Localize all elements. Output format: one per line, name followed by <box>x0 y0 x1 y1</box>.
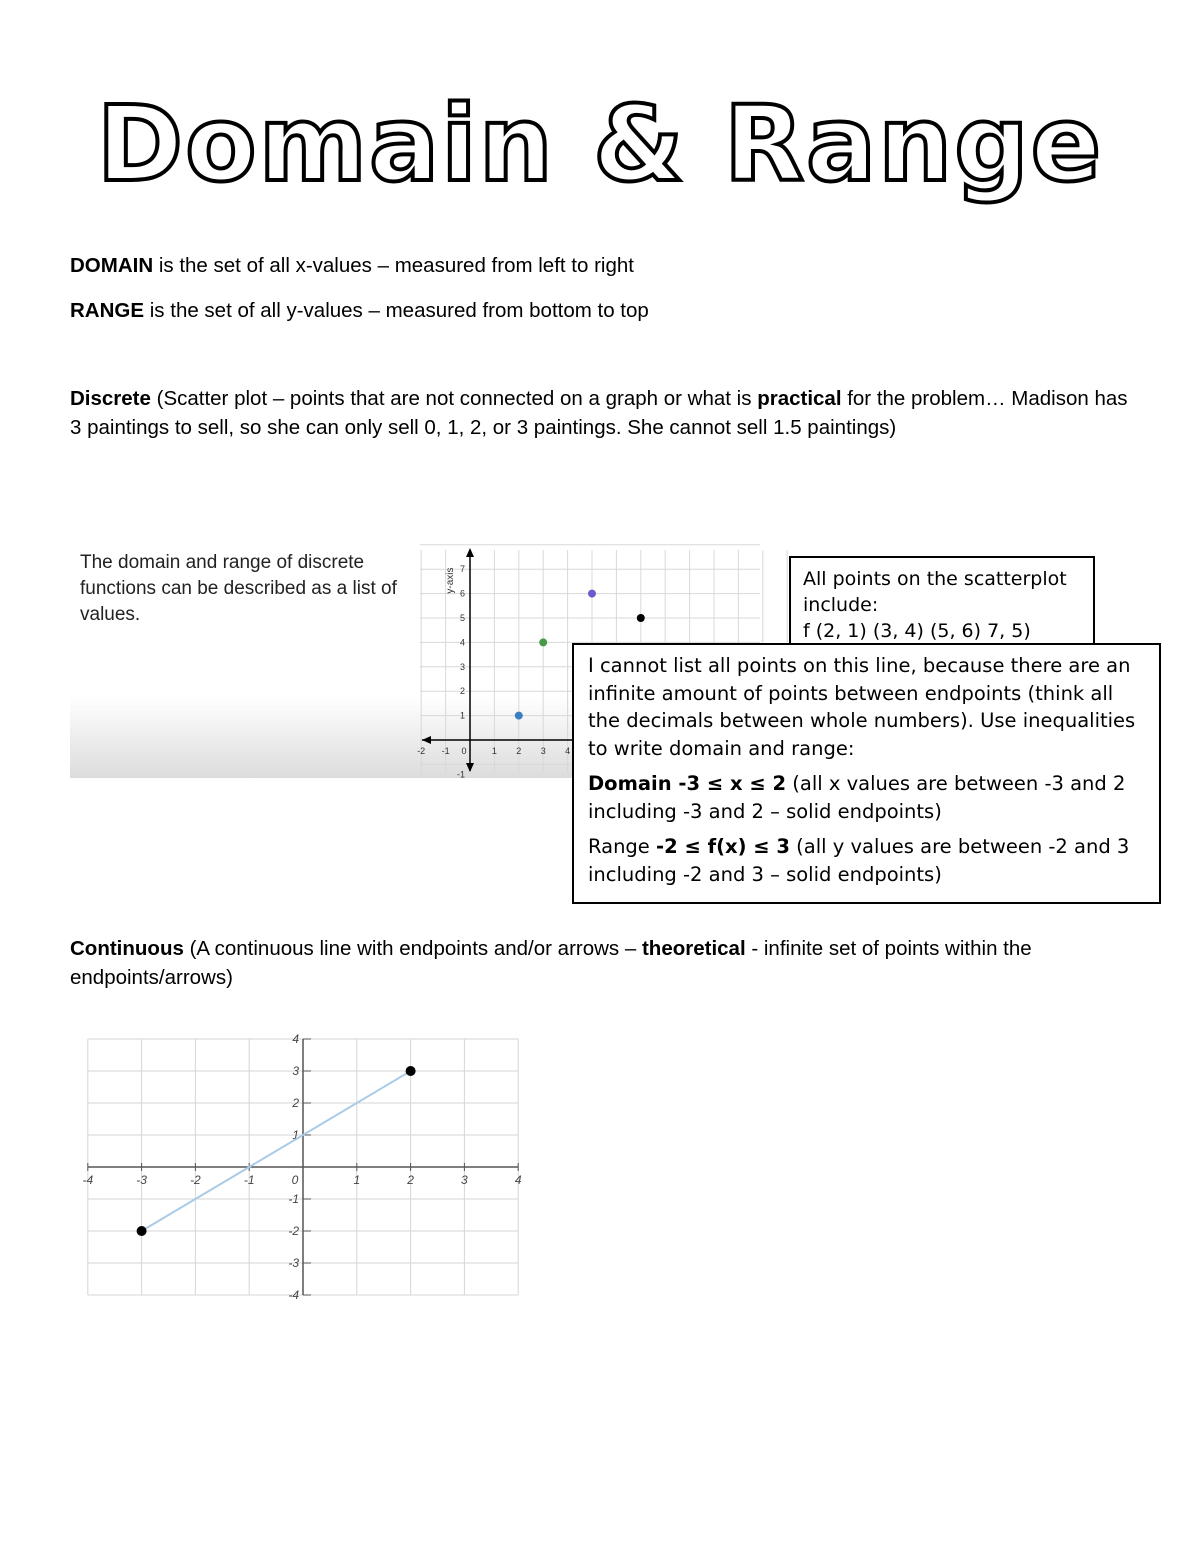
x-tick-label: -1 <box>243 1173 255 1187</box>
y-tick-label: 2 <box>459 686 465 697</box>
y-tick-label: -4 <box>288 1288 299 1302</box>
range-text: is the set of all y-values – measured from bottom to top <box>144 299 649 322</box>
x-tick-label: -3 <box>136 1173 147 1187</box>
discrete-bold: practical <box>757 387 842 410</box>
discrete-text-1: (Scatter plot – points that are not connected on a graph or what is <box>150 387 758 410</box>
y-tick-label: 3 <box>292 1064 299 1078</box>
discrete-paragraph <box>70 384 1140 442</box>
x-tick-label: 4 <box>514 1173 522 1187</box>
y-tick-label: 4 <box>459 637 465 648</box>
y-tick-label: -2 <box>288 1224 299 1238</box>
continuous-bold: theoretical <box>641 937 746 960</box>
x-tick-label: -1 <box>441 746 450 756</box>
range-inequality-value: -2 ≤ f(x) ≤ 3 <box>656 835 790 858</box>
x-tick-label: 2 <box>407 1173 414 1187</box>
x-tick-label: 4 <box>565 746 571 756</box>
points-list-text: All points on the scatterplot include: <box>803 568 1067 616</box>
y-tick-label: 3 <box>459 661 465 672</box>
x-tick-label: 1 <box>353 1173 361 1187</box>
line-endpoint <box>406 1066 416 1076</box>
continuous-intro: I cannot list all points on this line, because there are an infinite amount of points between endpoints (think all the decimals between whole numbers). Use inequalities to write domain and range: <box>588 654 1136 760</box>
range-inequality-text: (all y values are between -2 and 3 including -2 and 3 – solid endpoints) <box>588 835 1130 886</box>
y-tick-label: 7 <box>459 564 465 575</box>
y-tick-label: 1 <box>459 710 465 721</box>
continuous-text-1: (A continuous line with endpoints and/or arrows – <box>183 937 642 960</box>
domain-term: DOMAIN <box>70 254 154 277</box>
continuous-paragraph <box>70 934 1140 992</box>
x-tick-label: 3 <box>461 1173 468 1187</box>
range-inequality-label: Range <box>588 835 657 858</box>
continuous-line-graph <box>70 1020 530 1302</box>
y-tick-label: -1 <box>288 1192 299 1206</box>
continuous-text-2: - infinite set of points within the endpoints/arrows) <box>70 937 1032 989</box>
y-tick-label: -1 <box>456 769 465 780</box>
scatter-point <box>539 638 547 646</box>
scatter-point <box>637 614 645 622</box>
x-axis-arrow-icon <box>422 736 431 744</box>
scatter-point <box>515 712 523 720</box>
points-list-partial: f (2, 1) (3, 4) (5, 6) 7, 5) <box>803 620 1031 642</box>
x-tick-label: -2 <box>190 1173 201 1187</box>
range-definition <box>70 296 1140 325</box>
x-tick-label: 0 <box>291 1173 299 1187</box>
line-endpoint <box>137 1226 147 1236</box>
domain-inequality <box>588 770 1145 825</box>
y-tick-label: 1 <box>292 1128 299 1142</box>
y-tick-label: -3 <box>288 1256 299 1270</box>
y-axis-arrow-icon <box>466 548 474 557</box>
page-title: Domain & Range <box>96 83 1104 205</box>
x-tick-label: -4 <box>82 1173 94 1187</box>
range-term: RANGE <box>70 299 145 322</box>
scatter-point <box>588 590 596 598</box>
y-tick-label: 2 <box>292 1096 299 1110</box>
domain-inequality-text: (all x values are between -3 and 2 including -3 and 2 – solid endpoints) <box>588 772 1126 823</box>
x-tick-label: 0 <box>461 746 467 756</box>
continuous-term: Continuous <box>70 937 184 960</box>
y-tick-label: 6 <box>459 588 465 599</box>
x-tick-label: 1 <box>491 746 497 756</box>
points-list-box <box>789 556 1095 656</box>
y-tick-label: 5 <box>459 613 465 623</box>
x-tick-label: 2 <box>516 746 522 756</box>
domain-text: is the set of all x-values – measured from left to right <box>153 254 634 277</box>
range-inequality <box>588 833 1145 888</box>
discrete-term: Discrete <box>70 387 151 410</box>
x-tick-label: -2 <box>417 746 426 756</box>
continuous-explanation-box <box>572 643 1161 904</box>
y-tick-label: 4 <box>292 1032 299 1046</box>
series-line <box>142 1071 411 1231</box>
discrete-text-2: for the problem… Madison has 3 paintings to sell, so she can only sell 0, 1, 2, or 3 paintings. She cannot sell 1.5 paintings) <box>70 387 1128 439</box>
y-axis-arrow-down-icon <box>466 763 474 772</box>
discrete-caption: The domain and range of discrete functions can be described as a list of values. <box>80 552 397 625</box>
domain-inequality-label: Domain -3 ≤ x ≤ 2 <box>588 772 787 795</box>
domain-definition <box>70 251 1140 280</box>
y-axis-label: y-axis <box>445 567 456 594</box>
x-tick-label: 3 <box>540 746 546 756</box>
